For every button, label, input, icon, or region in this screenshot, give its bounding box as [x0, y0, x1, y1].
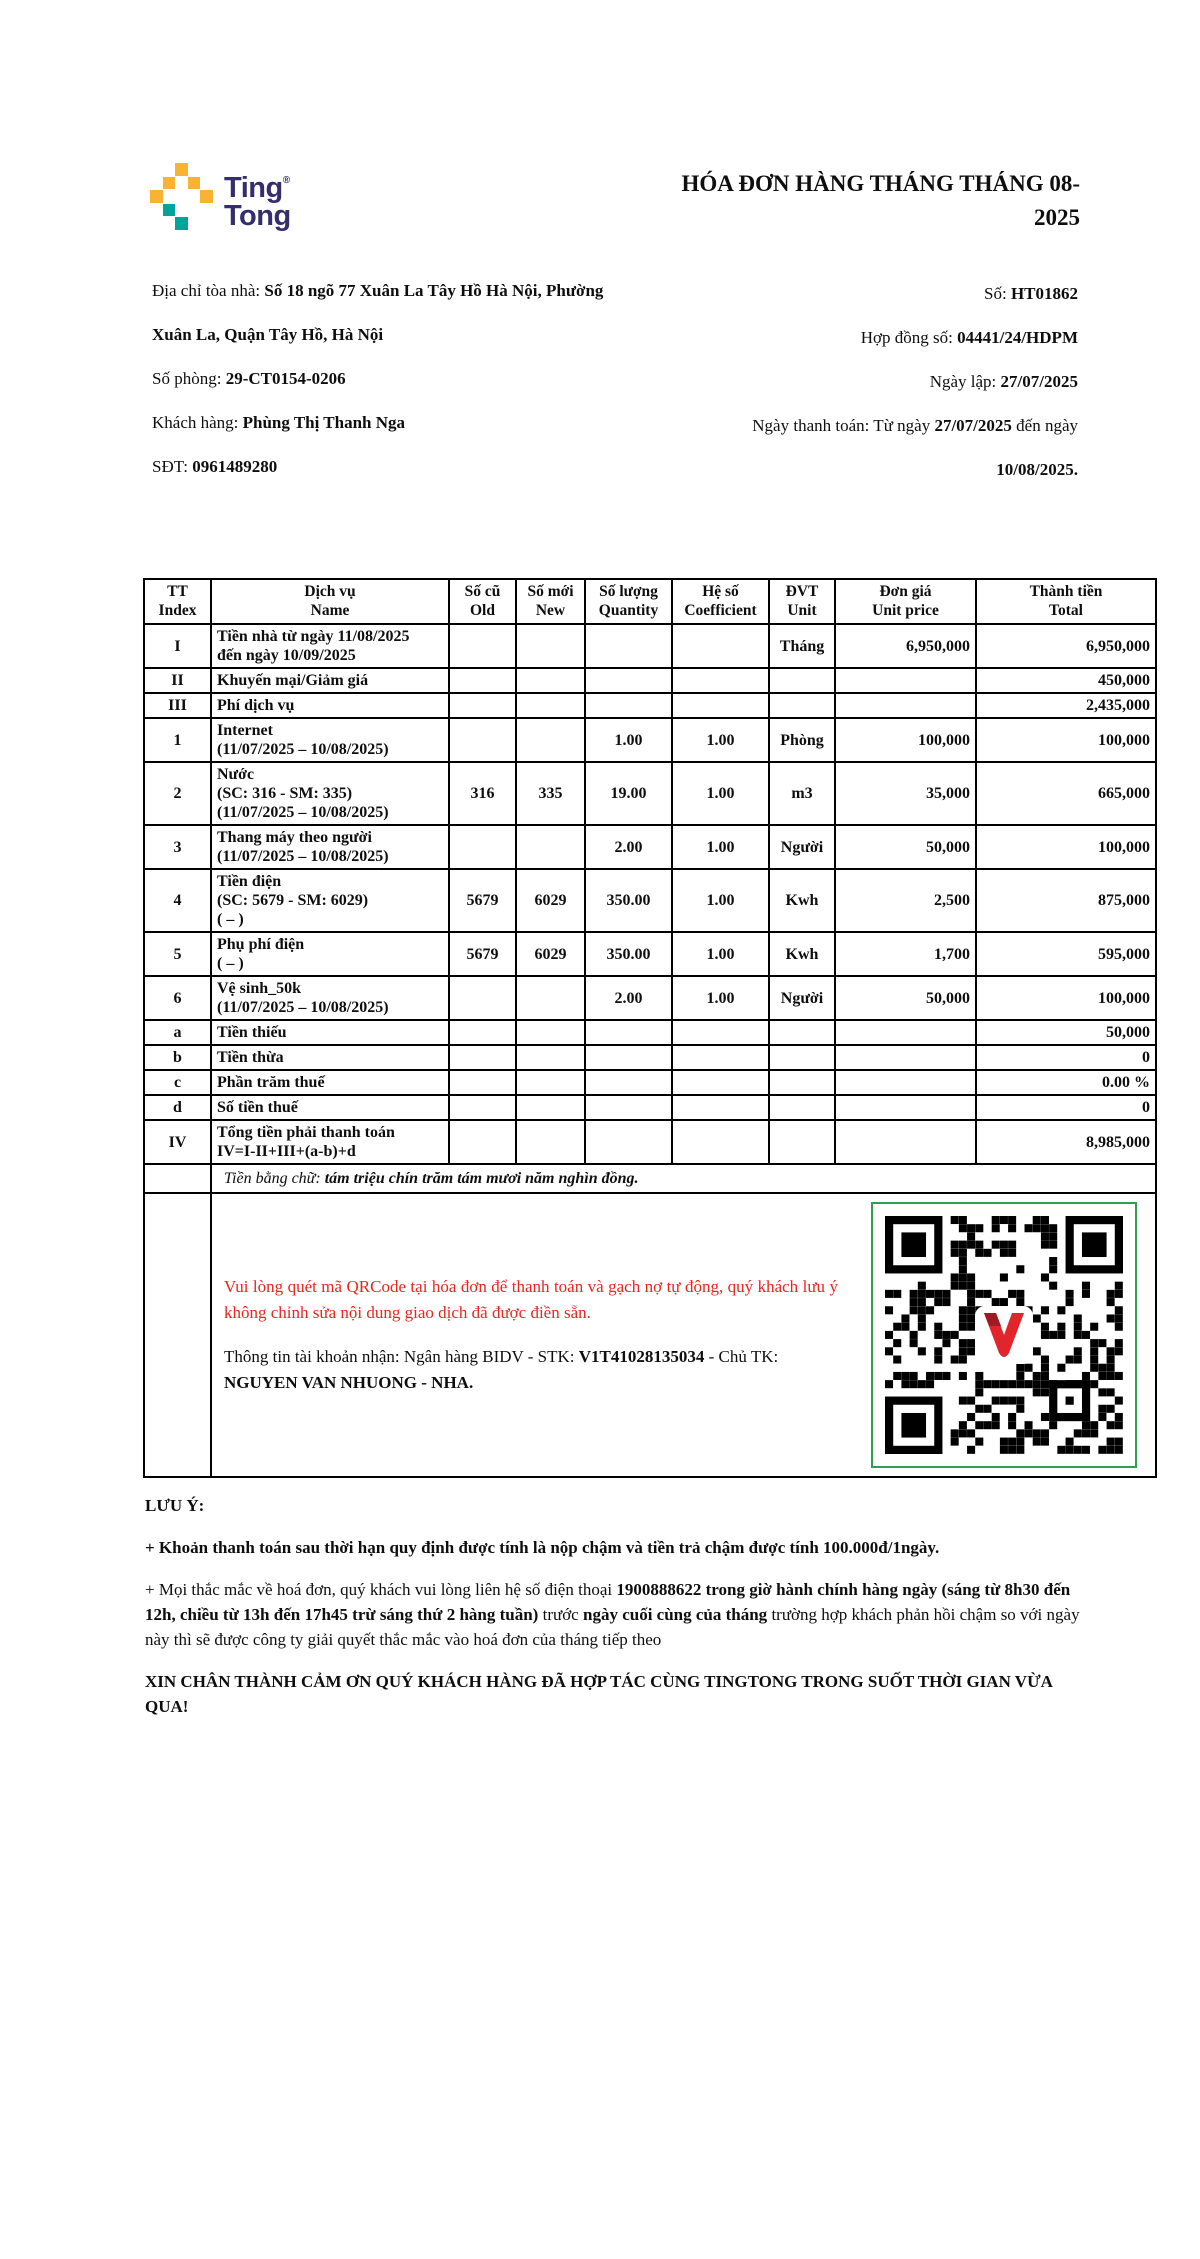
cell-quantity: [585, 693, 672, 718]
cell-unit-price: [835, 668, 976, 693]
cell-quantity: [585, 1020, 672, 1045]
cell-index: a: [144, 1020, 211, 1045]
invoice-table-body: [144, 624, 1156, 1164]
table-row: [144, 1095, 1156, 1120]
cell-new-reading: [516, 1095, 585, 1120]
col-header-coefficient: Hệ số Coefficient: [672, 579, 769, 624]
notes-heading: LƯU Ý:: [145, 1496, 205, 1515]
cell-index: b: [144, 1045, 211, 1070]
cell-old-reading: 5679: [449, 932, 516, 976]
col-header-unit: ĐVT Unit: [769, 579, 835, 624]
cell-old-reading: [449, 668, 516, 693]
cell-index: 4: [144, 869, 211, 932]
cell-unit: [769, 668, 835, 693]
cell-unit: [769, 1120, 835, 1164]
cell-new-reading: [516, 624, 585, 668]
cell-unit: m3: [769, 762, 835, 825]
cell-quantity: [585, 668, 672, 693]
cell-index: d: [144, 1095, 211, 1120]
cell-unit: Phòng: [769, 718, 835, 762]
cell-unit-price: [835, 1045, 976, 1070]
cell-unit: Tháng: [769, 624, 835, 668]
invoice-table: [143, 578, 1157, 1478]
cell-new-reading: [516, 1120, 585, 1164]
cell-service-name: Tiền thừa: [211, 1045, 449, 1070]
cell-old-reading: [449, 624, 516, 668]
cell-service-name: Thang máy theo người (11/07/2025 – 10/08/2025): [211, 825, 449, 869]
cell-old-reading: 316: [449, 762, 516, 825]
cell-old-reading: [449, 1095, 516, 1120]
col-header-unit-price: Đơn giá Unit price: [835, 579, 976, 624]
cell-unit-price: 2,500: [835, 869, 976, 932]
thank-you-message: XIN CHÂN THÀNH CẢM ƠN QUÝ KHÁCH HÀNG ĐÃ HỢP TÁC CÙNG TINGTONG TRONG SUỐT THỜI GIAN VỪA QUA!: [145, 1672, 1052, 1716]
footer-notes: [145, 1493, 1083, 1736]
cell-old-reading: [449, 1120, 516, 1164]
cell-old-reading: [449, 1045, 516, 1070]
cell-index: 2: [144, 762, 211, 825]
payment-instructions: [224, 1274, 838, 1396]
cell-unit: Người: [769, 825, 835, 869]
cell-unit: [769, 1070, 835, 1095]
cell-unit: [769, 693, 835, 718]
table-row: [144, 718, 1156, 762]
vietqr-v-icon: [975, 1306, 1033, 1364]
cell-new-reading: 6029: [516, 869, 585, 932]
table-header-row: [144, 579, 1156, 624]
cell-total: 50,000: [976, 1020, 1156, 1045]
cell-old-reading: [449, 976, 516, 1020]
cell-coefficient: 1.00: [672, 762, 769, 825]
cell-new-reading: [516, 1045, 585, 1070]
cell-total: 875,000: [976, 869, 1156, 932]
cell-old-reading: [449, 693, 516, 718]
col-header-old: Số cũ Old: [449, 579, 516, 624]
cell-total: 2,435,000: [976, 693, 1156, 718]
cell-service-name: Tiền nhà từ ngày 11/08/2025 đến ngày 10/09/2025: [211, 624, 449, 668]
cell-total: 0: [976, 1095, 1156, 1120]
table-row: [144, 668, 1156, 693]
cell-old-reading: [449, 1070, 516, 1095]
payment-period: Ngày thanh toán: Từ ngày 27/07/2025 đến ngày 10/08/2025.: [752, 416, 1078, 479]
cell-service-name: Khuyến mại/Giảm giá: [211, 668, 449, 693]
cell-unit-price: [835, 1070, 976, 1095]
cell-coefficient: 1.00: [672, 869, 769, 932]
cell-total: 595,000: [976, 932, 1156, 976]
table-row: [144, 693, 1156, 718]
cell-coefficient: 1.00: [672, 825, 769, 869]
cell-service-name: Nước (SC: 316 - SM: 335) (11/07/2025 – 10/08/2025): [211, 762, 449, 825]
cell-index: I: [144, 624, 211, 668]
late-payment-note: + Khoản thanh toán sau thời hạn quy định được tính là nộp chậm và tiền trả chậm được tính 100.000đ/1ngày.: [145, 1538, 940, 1557]
cell-coefficient: [672, 1095, 769, 1120]
table-row: [144, 976, 1156, 1020]
brand-name: Ting® Tong: [224, 172, 291, 232]
cell-unit-price: 50,000: [835, 825, 976, 869]
cell-old-reading: [449, 1020, 516, 1045]
cell-quantity: [585, 1045, 672, 1070]
cell-coefficient: 1.00: [672, 976, 769, 1020]
cell-coefficient: [672, 1120, 769, 1164]
table-row: [144, 1045, 1156, 1070]
table-row: [144, 1020, 1156, 1045]
col-header-total: Thành tiền Total: [976, 579, 1156, 624]
cell-unit-price: 35,000: [835, 762, 976, 825]
amount-in-words-index-cell: [144, 1164, 211, 1193]
cell-service-name: Tiền thiếu: [211, 1020, 449, 1045]
building-address: Địa chỉ tòa nhà: Số 18 ngõ 77 Xuân La Tây Hồ Hà Nội, Phường Xuân La, Quận Tây Hồ, Hà Nội: [152, 281, 604, 344]
cell-unit: [769, 1020, 835, 1045]
cell-index: II: [144, 668, 211, 693]
cell-new-reading: [516, 1070, 585, 1095]
cell-index: 6: [144, 976, 211, 1020]
cell-quantity: 1.00: [585, 718, 672, 762]
cell-total: 8,985,000: [976, 1120, 1156, 1164]
cell-total: 0.00 %: [976, 1070, 1156, 1095]
room-number: Số phòng: 29-CT0154-0206: [152, 369, 346, 388]
cell-total: 0: [976, 1045, 1156, 1070]
cell-new-reading: [516, 976, 585, 1020]
cell-total: 100,000: [976, 976, 1156, 1020]
cell-coefficient: 1.00: [672, 718, 769, 762]
cell-old-reading: 5679: [449, 869, 516, 932]
cell-quantity: [585, 1120, 672, 1164]
receiving-account-info: Thông tin tài khoản nhận: Ngân hàng BIDV - STK: V1T41028135034 - Chủ TK: NGUYEN VAN NHUONG - NHA.: [224, 1347, 779, 1392]
contract-number: Hợp đồng số: 04441/24/HDPM: [860, 328, 1078, 347]
cell-service-name: Phụ phí điện ( – ): [211, 932, 449, 976]
cell-index: 3: [144, 825, 211, 869]
registered-mark: ®: [282, 175, 290, 186]
cell-new-reading: [516, 668, 585, 693]
cell-new-reading: [516, 718, 585, 762]
cell-unit-price: [835, 1120, 976, 1164]
cell-service-name: Vệ sinh_50k (11/07/2025 – 10/08/2025): [211, 976, 449, 1020]
customer-name: Khách hàng: Phùng Thị Thanh Nga: [152, 413, 406, 432]
cell-total: 450,000: [976, 668, 1156, 693]
cell-unit: [769, 1095, 835, 1120]
customer-phone: SĐT: 0961489280: [152, 457, 278, 476]
cell-new-reading: [516, 825, 585, 869]
cell-unit: Kwh: [769, 869, 835, 932]
col-header-service: Dịch vụ Name: [211, 579, 449, 624]
table-row: [144, 624, 1156, 668]
cell-total: 100,000: [976, 825, 1156, 869]
table-row: [144, 825, 1156, 869]
cell-coefficient: 1.00: [672, 932, 769, 976]
hotline-note: + Mọi thắc mắc về hoá đơn, quý khách vui lòng liên hệ số điện thoại 1900888622 trong giờ hành chính hàng ngày (sáng từ 8h30 đến 12h, chiều từ 13h đến 17h45 trừ sáng thứ 2 hàng tuần) trước ngày cuối cùng của tháng trường hợp khách phản hồi chậm so với ngày này thì sẽ được công ty giải quyết thắc mắc vào hoá đơn của tháng tiếp theo: [145, 1580, 1080, 1649]
cell-quantity: 350.00: [585, 869, 672, 932]
cell-quantity: [585, 1095, 672, 1120]
cell-new-reading: 6029: [516, 932, 585, 976]
amount-in-words: Tiền bằng chữ: tám triệu chín trăm tám mươi năm nghìn đồng.: [211, 1164, 1156, 1193]
table-row: [144, 1120, 1156, 1164]
cell-unit: Kwh: [769, 932, 835, 976]
payment-qr-row: [144, 1193, 1156, 1477]
table-row: [144, 932, 1156, 976]
invoice-meta: [696, 272, 1078, 492]
table-row: [144, 1070, 1156, 1095]
cell-unit-price: [835, 693, 976, 718]
cell-coefficient: [672, 668, 769, 693]
col-header-index: TT Index: [144, 579, 211, 624]
col-header-quantity: Số lượng Quantity: [585, 579, 672, 624]
cell-service-name: Tổng tiền phải thanh toán IV=I-II+III+(a-b)+d: [211, 1120, 449, 1164]
cell-coefficient: [672, 1045, 769, 1070]
cell-service-name: Internet (11/07/2025 – 10/08/2025): [211, 718, 449, 762]
tingtong-logo: [150, 163, 291, 230]
cell-new-reading: [516, 1020, 585, 1045]
cell-quantity: 2.00: [585, 976, 672, 1020]
qr-instruction-text: Vui lòng quét mã QRCode tại hóa đơn để thanh toán và gạch nợ tự động, quý khách lưu ý không chỉnh sửa nội dung giao dịch đã được điền sẵn.: [224, 1277, 838, 1322]
cell-unit-price: 50,000: [835, 976, 976, 1020]
cell-index: 1: [144, 718, 211, 762]
cell-service-name: Số tiền thuế: [211, 1095, 449, 1120]
cell-old-reading: [449, 825, 516, 869]
cell-index: IV: [144, 1120, 211, 1164]
payment-qr-index-cell: [144, 1193, 211, 1477]
cell-service-name: Tiền điện (SC: 5679 - SM: 6029) ( – ): [211, 869, 449, 932]
cell-coefficient: [672, 693, 769, 718]
cell-coefficient: [672, 1020, 769, 1045]
invoice-number: Số: HT01862: [984, 284, 1078, 303]
cell-service-name: Phần trăm thuế: [211, 1070, 449, 1095]
cell-service-name: Phí dịch vụ: [211, 693, 449, 718]
qr-code: [871, 1202, 1137, 1468]
cell-index: 5: [144, 932, 211, 976]
cell-index: c: [144, 1070, 211, 1095]
cell-unit: [769, 1045, 835, 1070]
cell-quantity: 2.00: [585, 825, 672, 869]
cell-unit-price: 100,000: [835, 718, 976, 762]
table-row: [144, 869, 1156, 932]
tingtong-pixel-arrow-icon: [150, 163, 213, 226]
cell-unit-price: 1,700: [835, 932, 976, 976]
cell-coefficient: [672, 624, 769, 668]
cell-new-reading: [516, 693, 585, 718]
cell-quantity: 19.00: [585, 762, 672, 825]
cell-unit-price: 6,950,000: [835, 624, 976, 668]
cell-unit: Người: [769, 976, 835, 1020]
cell-total: 665,000: [976, 762, 1156, 825]
cell-quantity: 350.00: [585, 932, 672, 976]
invoice-title: HÓA ĐƠN HÀNG THÁNG THÁNG 08- 2025: [681, 171, 1080, 230]
cell-old-reading: [449, 718, 516, 762]
cell-unit-price: [835, 1095, 976, 1120]
customer-info: [152, 269, 627, 489]
cell-quantity: [585, 1070, 672, 1095]
cell-coefficient: [672, 1070, 769, 1095]
payment-qr-cell: [211, 1193, 1156, 1477]
cell-total: 100,000: [976, 718, 1156, 762]
cell-unit-price: [835, 1020, 976, 1045]
table-row: [144, 762, 1156, 825]
issue-date: Ngày lập: 27/07/2025: [929, 372, 1078, 391]
cell-index: III: [144, 693, 211, 718]
cell-total: 6,950,000: [976, 624, 1156, 668]
amount-in-words-row: [144, 1164, 1156, 1193]
col-header-new: Số mới New: [516, 579, 585, 624]
cell-new-reading: 335: [516, 762, 585, 825]
cell-quantity: [585, 624, 672, 668]
